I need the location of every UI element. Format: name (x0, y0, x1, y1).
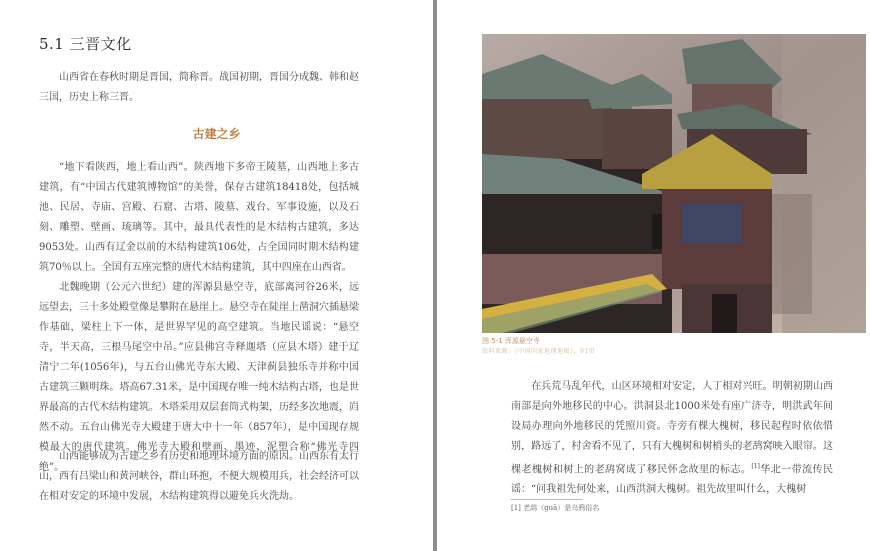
left-page (0, 0, 433, 551)
paragraph-text: 北魏晚期（公元六世纪）建的浑源县悬空寺，底部离河谷26米，远远望去，三十多处殿堂像是攀附在悬崖上。悬空寺在陡崖上凿洞穴插悬梁作基础，梁柱上下一体，是世界罕见的高空建筑。当地民谣说：“悬空寺，半天高，三根马尾空中吊。”应县佛宫寺释迦塔（应县木塔）建于辽清宁二年(1056年)，与五台山佛光寺东大殿、天津蓟县独乐寺并称中国古建筑三颗明珠。塔高67.31米，是中国现存唯一纯木结构古塔，也是世界最高的古代木结构建筑。木塔采用双层套筒式构架，历经多次地震，岿然不动。五台山佛光寺大殿建于唐大中十一年（857年），是中国现存规模最大的唐代建筑。佛光寺大殿和壁画、墨迹、泥塑合称“佛光寺四绝”。 (39, 282, 359, 473)
footnote-rule (511, 499, 583, 500)
hanging-temple-photo (482, 34, 866, 333)
right-body-paragraph (511, 377, 833, 500)
paragraph-text: “地下看陕西，地上看山西”。陕西地下多帝王陵墓，山西地上多古建筑，有“中国古代建筑博物馆”的美誉，保存古建筑18418处，包括城池、民居、寺庙、宫殿、石窟、古塔、陵墓、戏台、军事设施，以及石刻、雕塑、壁画、琉璃等。其中，最具代表性的是木结构古建筑，多达9053处。山西有辽金以前的木结构建筑106处，占全国同时期木结构建筑70％以上。全国有五座完整的唐代木结构建筑，其中四座在山西省。 (39, 162, 359, 273)
figure-caption-source: 资料来源：《中国国家地理地图》，91页 (482, 348, 596, 355)
figure-caption-title: 图 5-1 浑源悬空寺 (482, 337, 540, 345)
footnote: [1] 老鸹（guā）是乌鸦俗名 (511, 504, 600, 512)
intro-paragraph (39, 68, 359, 108)
right-page (437, 0, 870, 551)
footnote-marker: [1] (751, 463, 760, 470)
body-paragraph-1 (39, 158, 359, 278)
section-title: 5.1 三晋文化 (39, 35, 132, 53)
paragraph-text: 山西能够成为古建之乡有历史和地理环境方面的原因。山西东有太行山，西有吕梁山和黄河峡谷，群山环抱，不便大规模用兵，社会经济可以在相对安定的环境中发展，木结构建筑得以避免兵火洗劫。 (39, 451, 359, 502)
paragraph-text: 在兵荒马乱年代，山区环境相对安定，人丁相对兴旺。明朝初期山西南部是向外地移民的中心。洪洞县北1000米处有座广济寺，明洪武年间设局办理向外地移民的凭照川资。寺旁有棵大槐树，移民起程时依依惜别，路远了，村舍看不见了，只有大槐树和树梢头的老鸹窝映入眼帘。这棵老槐树和树上的老鸹窝成了移民怀念故里的标志。 (511, 381, 833, 476)
subheading: 古建之乡 (192, 127, 241, 141)
paragraph-text-continued: 华北一带流传民谣：“问我祖先何处来，山西洪洞大槐树。祖先故里叫什么，大槐树 (511, 464, 834, 496)
body-paragraph-3 (39, 447, 359, 507)
intro-text: 山西省在春秋时期是晋国，简称晋。战国初期，晋国分成魏、韩和赵三国，历史上称三晋。 (39, 72, 359, 103)
